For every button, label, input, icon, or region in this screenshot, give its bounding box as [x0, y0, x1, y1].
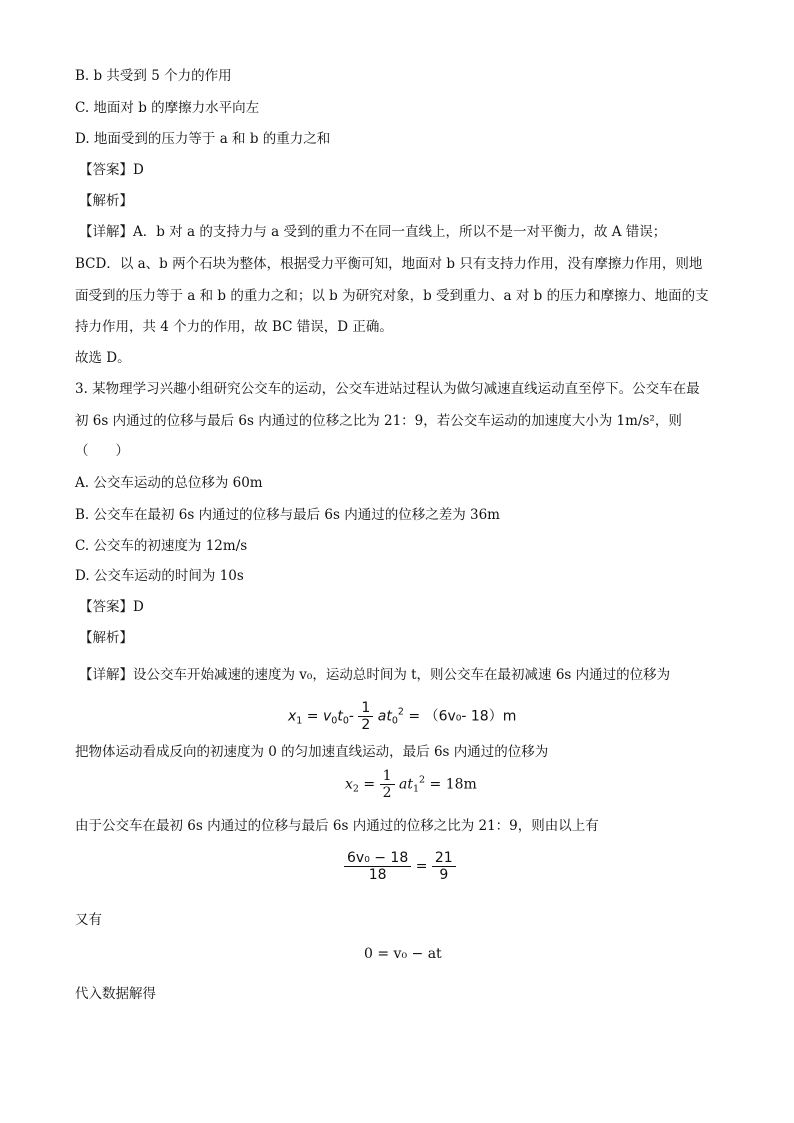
equation-2-rhs: 18m: [445, 776, 477, 793]
prev-analysis-heading: 【解析】: [79, 193, 133, 209]
prev-conclusion: 故选 D。: [75, 350, 131, 366]
equation-3-right-numerator: 21: [434, 850, 453, 866]
q3-option-a: A. 公交车运动的总位移为 60m: [75, 475, 263, 491]
equation-1-rhs: （6v₀- 18）m: [424, 708, 517, 725]
q3-analysis-heading: 【解析】: [79, 630, 133, 646]
equation-2: $x_2$ = $\frac{1}{2}$ $at_1^2 = 18m$: [345, 768, 477, 801]
q3-stem-line-2: 初 6s 内通过的位移与最后 6s 内通过的位移之比为 21：9，若公交车运动的加速度大小为 1m/s²，则: [75, 413, 682, 429]
equation-3-right-denominator: 9: [432, 866, 456, 883]
equation-1: $x_1 = v_0t_0-$ $\frac{1}{2}$ $at_0^2 = (6v_0-$ 18）m: [288, 700, 517, 733]
q3-detail-line-2: 把物体运动看成反向的初速度为 0 的匀加速直线运动，最后 6s 内通过的位移为: [75, 744, 549, 760]
prev-option-b: B. b 共受到 5 个力的作用: [75, 68, 232, 84]
q3-option-c: C. 公交车的初速度为 12m/s: [75, 538, 248, 554]
prev-detail-line-4: 持力作用，共 4 个力的作用，故 BC 错误，D 正确。: [75, 319, 393, 335]
equation-3-left-numerator: 6v₀ − 18: [347, 850, 409, 866]
q3-detail-line-3: 由于公交车在最初 6s 内通过的位移与最后 6s 内通过的位移之比为 21：9，则由以上有: [75, 818, 599, 834]
prev-answer: 【答案】D: [79, 162, 144, 178]
q3-also-label: 又有: [75, 912, 102, 928]
prev-detail-line-1: 【详解】A．b 对 a 的支持力与 a 受到的重力不在同一直线上，所以不是一对平衡力，故 A 错误；: [79, 224, 667, 240]
q3-detail-line-1: 【详解】设公交车开始减速的速度为 v₀，运动总时间为 t，则公交车在最初减速 6s 内通过的位移为: [79, 667, 671, 683]
q3-option-b: B. 公交车在最初 6s 内通过的位移与最后 6s 内通过的位移之差为 36m: [75, 507, 500, 523]
equation-3-left-denominator: 18: [344, 866, 411, 883]
equation-4: 0 = v₀ − at: [364, 946, 442, 962]
q3-option-d: D. 公交车运动的时间为 10s: [75, 568, 244, 584]
equation-3: $\frac{\text{6v₀ − 18}}{18}$ = $\frac{21}{9}$: [344, 850, 456, 883]
prev-option-d: D. 地面受到的压力等于 a 和 b 的重力之和: [75, 131, 331, 147]
prev-option-c: C. 地面对 b 的摩擦力水平向左: [75, 100, 260, 116]
q3-stem-line-3: （ ）: [75, 443, 129, 459]
q3-answer: 【答案】D: [79, 599, 144, 615]
q3-stem-line-1: 3. 某物理学习兴趣小组研究公交车的运动，公交车进站过程认为做匀减速直线运动直至停下。公交车在最: [75, 381, 700, 397]
prev-detail-line-2: BCD．以 a、b 两个石块为整体，根据受力平衡可知，地面对 b 只有支持力作用，没有摩擦力作用，则地: [75, 256, 703, 272]
q3-substitute-label: 代入数据解得: [75, 986, 156, 1002]
prev-detail-line-3: 面受到的压力等于 a 和 b 的重力之和；以 b 为研究对象，b 受到重力、a 对 b 的压力和摩擦力、地面的支: [75, 288, 709, 304]
